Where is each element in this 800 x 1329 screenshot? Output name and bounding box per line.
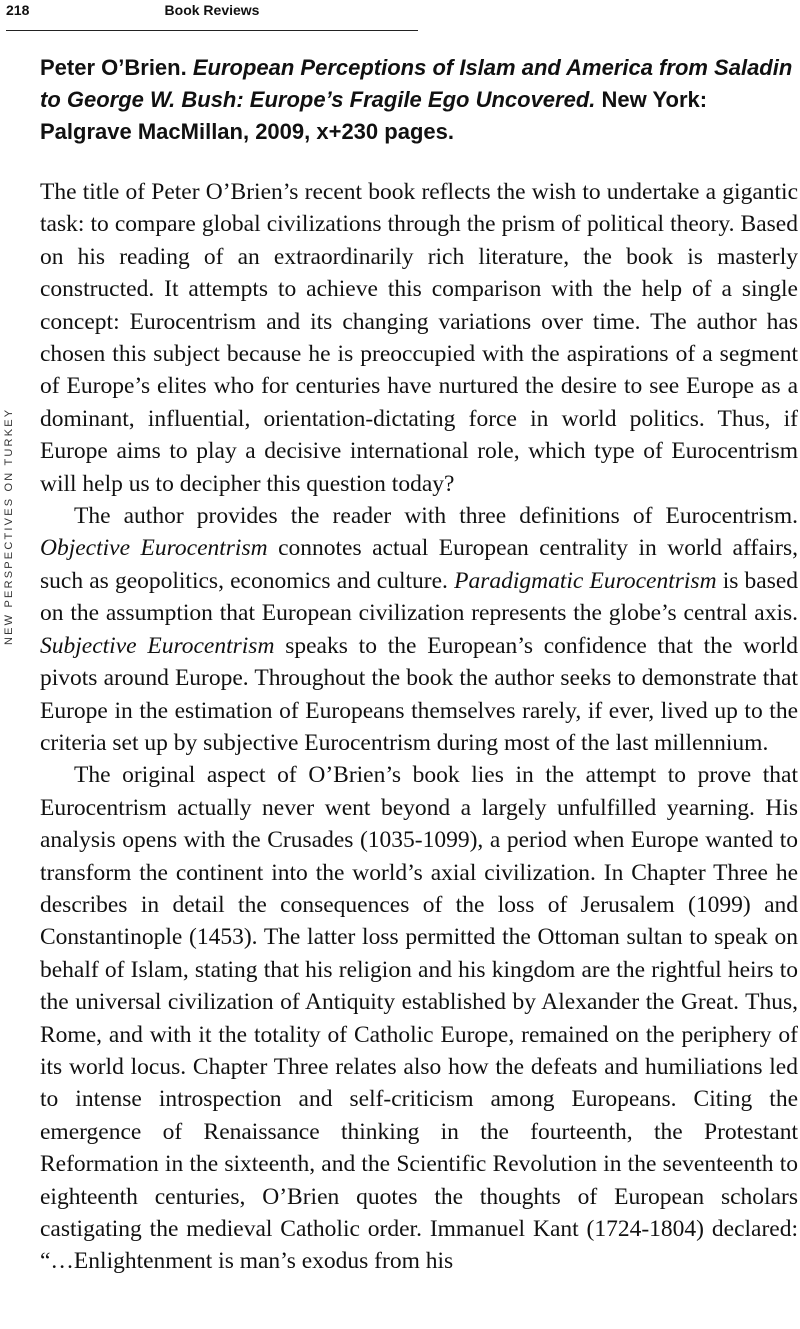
running-head-title: Book Reviews — [164, 2, 260, 18]
def-subjective: speaks to the European’s confidence that the world pivots around Europe. Throughout the book the author seeks to demonstrate that Europe in the estimation of Europeans themselves rarely, if ever, lived up to the criteria set up by subjective Eurocentrism during most of the last millennium. — [40, 632, 798, 756]
term-objective: Objective Eurocentrism — [40, 535, 268, 562]
def-objective: connotes actual European centrality in world affairs, such as geopolitics, economics and culture. — [40, 535, 799, 594]
term-subjective: Subjective Eurocentrism — [40, 632, 275, 659]
running-header — [6, 0, 418, 31]
paragraph-2 — [40, 500, 798, 759]
citation-book-title: European Perceptions of Islam and America from Saladin to George W. Bush: Europe’s Fragile Ego Uncovered. — [40, 55, 793, 112]
def-paradigmatic: is based on the assumption that European civilization represents the globe’s central axis. — [40, 567, 799, 627]
book-citation — [40, 52, 796, 148]
term-paradigmatic: Paradigmatic Eurocentrism — [454, 567, 717, 594]
review-body — [40, 176, 798, 1278]
journal-side-label: NEW PERSPECTIVES ON TURKEY — [3, 407, 15, 645]
citation-publication: New York: Palgrave MacMillan, 2009, x+230 pages. — [40, 87, 708, 144]
paragraph-1: The title of Peter O’Brien’s recent book reflects the wish to undertake a gigantic task: to compare global civilizations through the prism of political theory. Based on his reading of an extraordinarily rich literature, the book is masterly constructed. It attempts to achieve this comparison with the help of a single concept: Eurocentrism and its changing variations over time. The author has chosen this subject because he is preoccupied with the aspirations of a segment of Europe’s elites who for centuries have nurtured the desire to see Europe as a dominant, influential, orientation-dictating force in world politics. Thus, if Europe aims to play a decisive international role, which type of Eurocentrism will help us to decipher this question today? — [40, 179, 798, 497]
page-number: 218 — [6, 2, 30, 18]
citation-author: Peter O’Brien. — [40, 55, 187, 80]
paragraph-3: The original aspect of O’Brien’s book lies in the attempt to prove that Eurocentrism actually never went beyond a largely unfulfilled yearning. His analysis opens with the Crusades (1035-1099), a period when Europe wanted to transform the continent into the world’s axial civilization. In Chapter Three he describes in detail the consequences of the loss of Jerusalem (1099) and Constantinople (1453). The latter loss permitted the Ottoman sultan to speak on behalf of Islam, stating that his religion and his kingdom are the rightful heirs to the universal civilization of Antiquity established by Alexander the Great. Thus, Rome, and with it the totality of Catholic Europe, remained on the periphery of its world locus. Chapter Three relates also how the defeats and humiliations led to intense introspection and self-criticism among Europeans. Citing the emergence of Renaissance thinking in the fourteenth, the Protestant Reformation in the sixteenth, and the Scientific Revolution in the seventeenth to eighteenth centuries, O’Brien quotes the thoughts of European scholars castigating the medieval Catholic order. Immanuel Kant (1724-1804) declared: “…Enlightenment is man’s exodus from his — [40, 762, 798, 1275]
p2-intro: The author provides the reader with three definitions of Eurocentrism. — [74, 503, 798, 530]
